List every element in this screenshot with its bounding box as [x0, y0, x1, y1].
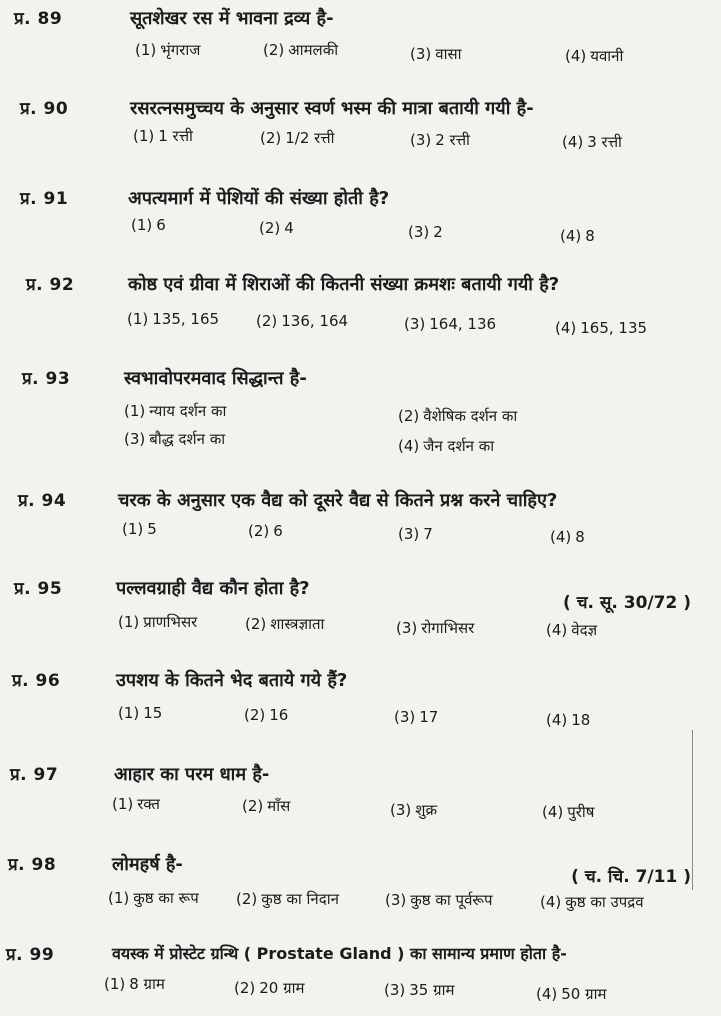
question-number: प्र. 97	[10, 765, 59, 785]
question-text: पल्लवग्राही वैद्य कौन होता है?	[116, 578, 310, 599]
option-2: (2) वैशेषिक दर्शन का	[398, 407, 518, 425]
question-text: रसरत्नसमुच्चय के अनुसार स्वर्ण भस्म की मात्रा बतायी गयी है-	[130, 98, 534, 119]
option-2: (2) 1/2 रत्ती	[260, 129, 335, 147]
question-text: चरक के अनुसार एक वैद्य को दूसरे वैद्य से कितने प्रश्न करने चाहिए?	[118, 490, 558, 511]
option-4: (4) यवानी	[565, 47, 624, 65]
option-1: (1) 1 रत्ती	[133, 127, 193, 145]
option-2: (2) 4	[259, 219, 294, 237]
question-number: प्र. 90	[20, 99, 69, 119]
question-text: सूतशेखर रस में भावना द्रव्य है-	[130, 8, 334, 29]
question-number: प्र. 95	[14, 579, 63, 599]
option-3: (3) वासा	[410, 45, 462, 63]
question-number: प्र. 96	[12, 671, 61, 691]
option-3: (3) 2 रत्ती	[410, 131, 470, 149]
option-2: (2) 16	[244, 706, 289, 724]
question-text: लोमहर्ष है-	[112, 854, 183, 875]
margin-rule	[692, 730, 693, 890]
option-4: (4) जैन दर्शन का	[398, 437, 495, 455]
option-3: (3) रोगाभिसर	[396, 619, 475, 637]
option-2: (2) 20 ग्राम	[234, 979, 305, 997]
option-3: (3) 35 ग्राम	[384, 981, 455, 999]
option-4: (4) वेदज्ञ	[546, 621, 598, 639]
option-4: (4) 3 रत्ती	[562, 133, 622, 151]
option-3: (3) शुक्र	[390, 801, 437, 819]
question-number: प्र. 98	[8, 855, 57, 875]
option-1: (1) न्याय दर्शन का	[124, 402, 227, 420]
option-3: (3) 17	[394, 708, 439, 726]
option-1: (1) प्राणभिसर	[118, 613, 198, 631]
question-number: प्र. 92	[26, 275, 75, 295]
option-4: (4) 8	[550, 528, 585, 546]
question-text: स्वभावोपरमवाद सिद्धान्त है-	[124, 368, 307, 389]
option-3: (3) 2	[408, 223, 443, 241]
option-1: (1) 5	[122, 520, 157, 538]
option-4: (4) 18	[546, 711, 591, 729]
option-2: (2) माँस	[242, 797, 291, 815]
option-3: (3) 7	[398, 525, 433, 543]
question-number: प्र. 99	[6, 945, 55, 965]
option-4: (4) पुरीष	[542, 803, 595, 821]
question-text: वयस्क में प्रोस्टेट ग्रन्थि ( Prostate Gland ) का सामान्य प्रमाण होता है-	[112, 944, 567, 963]
question-number: प्र. 89	[14, 9, 63, 29]
question-number: प्र. 94	[18, 491, 67, 511]
option-2: (2) 136, 164	[256, 312, 349, 330]
question-text: आहार का परम धाम है-	[114, 764, 270, 785]
option-1: (1) कुष्ठ का रूप	[108, 889, 199, 907]
option-1: (1) रक्त	[112, 795, 160, 813]
option-2: (2) 6	[248, 522, 283, 540]
question-text: उपशय के कितने भेद बताये गये हैं?	[116, 670, 348, 691]
option-1: (1) 6	[131, 216, 166, 234]
option-3: (3) बौद्ध दर्शन का	[124, 430, 226, 448]
option-4: (4) 50 ग्राम	[536, 985, 607, 1003]
question-text: कोष्ठ एवं ग्रीवा में शिराओं की कितनी संख्या क्रमशः बतायी गयी है?	[128, 274, 560, 295]
option-2: (2) शास्त्रज्ञाता	[245, 615, 325, 633]
question-number: प्र. 93	[22, 369, 71, 389]
option-4: (4) 165, 135	[555, 319, 648, 337]
question-number: प्र. 91	[20, 189, 69, 209]
option-2: (2) कुष्ठ का निदान	[236, 890, 339, 908]
question-text: अपत्यमार्ग में पेशियों की संख्या होती है?	[128, 188, 390, 209]
option-1: (1) 15	[118, 704, 163, 722]
option-3: (3) कुष्ठ का पूर्वरूप	[385, 891, 493, 909]
reference-citation: ( च. चि. 7/11 )	[571, 867, 691, 887]
option-3: (3) 164, 136	[404, 315, 497, 333]
option-4: (4) 8	[560, 227, 595, 245]
option-1: (1) भृंगराज	[135, 41, 201, 59]
reference-citation: ( च. सू. 30/72 )	[563, 593, 691, 613]
option-2: (2) आमलकी	[263, 41, 339, 59]
option-1: (1) 135, 165	[127, 310, 220, 328]
option-4: (4) कुष्ठ का उपद्रव	[540, 893, 644, 911]
option-1: (1) 8 ग्राम	[104, 975, 165, 993]
